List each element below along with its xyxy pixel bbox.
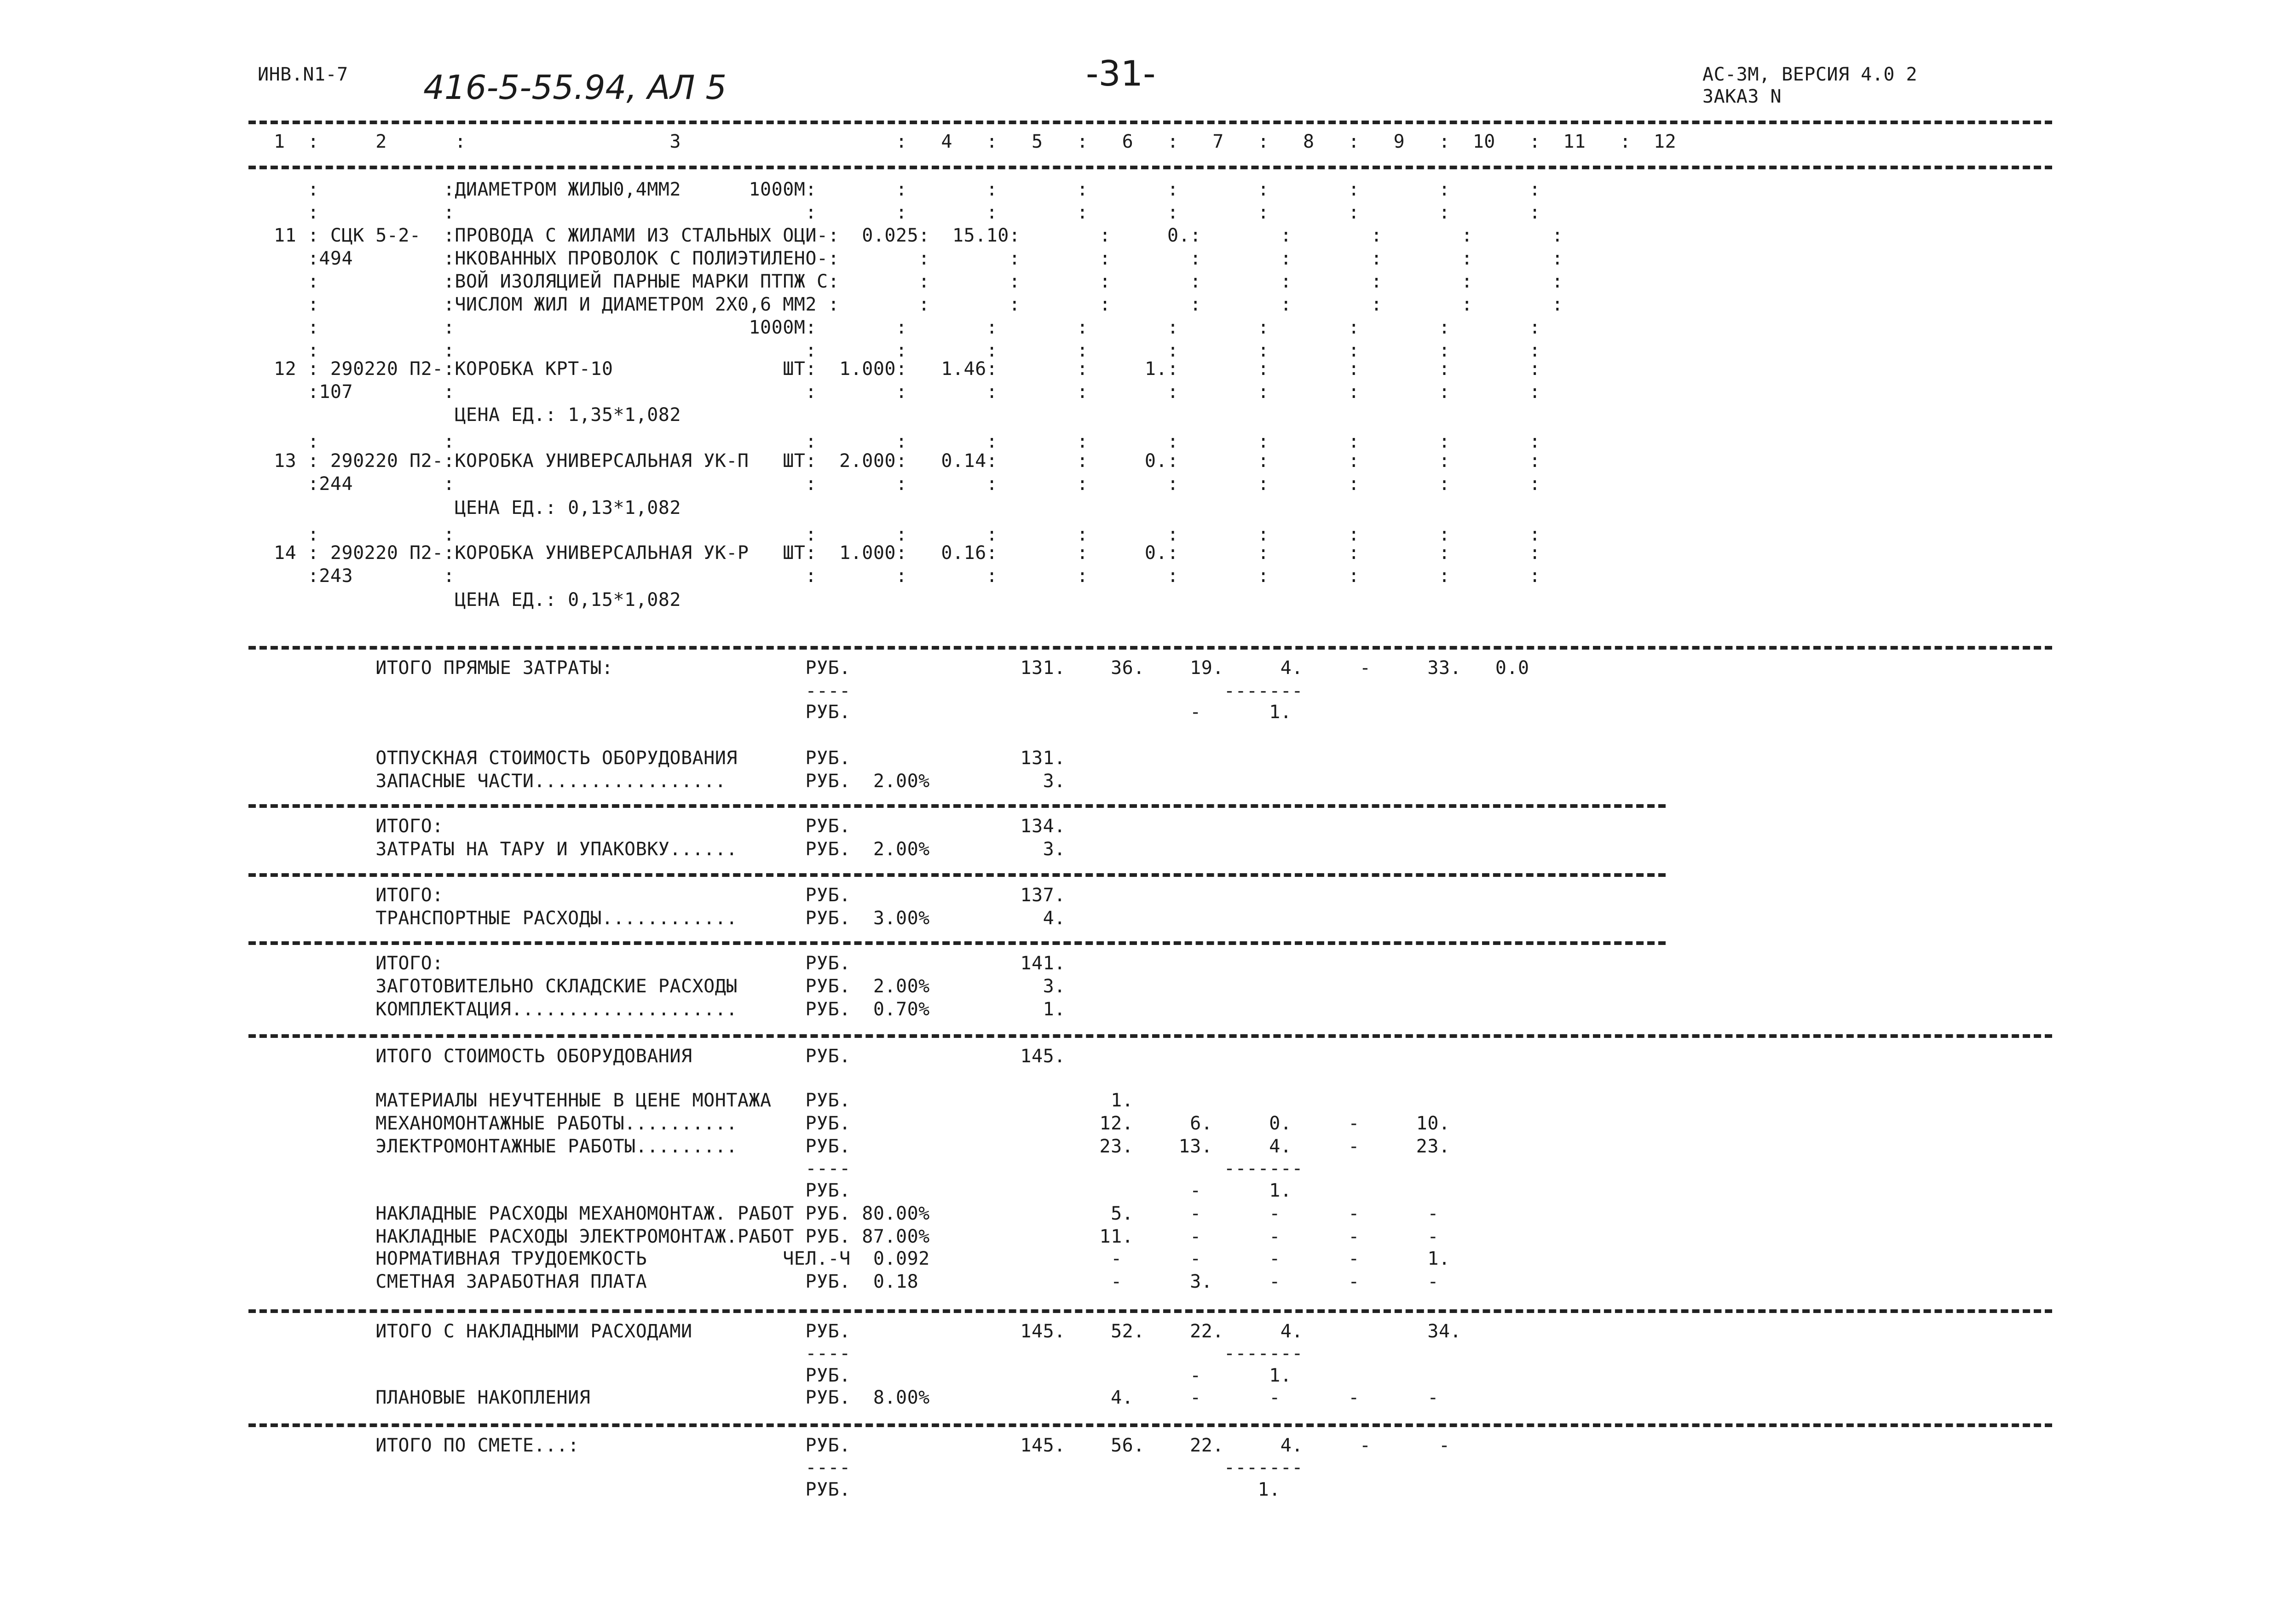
summary-line: ---- ------- (274, 1457, 1303, 1478)
summary-line: ---- ------- (274, 1343, 1303, 1364)
table-line: :494 :НКОВАННЫХ ПРОВОЛОК С ПОЛИЭТИЛЕНО-: : : : : : : : : (274, 248, 1563, 269)
summary-line: ТРАНСПОРТНЫЕ РАСХОДЫ............ РУБ. 3.00% 4. (274, 908, 1066, 929)
summary-line: ИТОГО ПО СМЕТЕ...: РУБ. 145. 56. 22. 4. - - (274, 1435, 1450, 1456)
program-version: АС-3М, ВЕРСИЯ 4.0 2 (1702, 64, 1918, 85)
handwritten-document-code: 416-5-55.94, АЛ 5 (423, 68, 727, 107)
table-line: : : : : : : : : : : : (274, 202, 1541, 223)
table-line: ЦЕНА ЕД.: 1,35*1,082 (274, 404, 681, 426)
summary-line: НАКЛАДНЫЕ РАСХОДЫ ЭЛЕКТРОМОНТАЖ.РАБОТ РУБ. 87.00% 11. - - - - (274, 1226, 1439, 1247)
summary-line: ПЛАНОВЫЕ НАКОПЛЕНИЯ РУБ. 8.00% 4. - - - - (274, 1387, 1439, 1408)
table-line: : : 1000М: : : : : : : : : (274, 317, 1541, 338)
summary-line: ЗАГОТОВИТЕЛЬНО СКЛАДСКИЕ РАСХОДЫ РУБ. 2.00% 3. (274, 976, 1066, 997)
summary-line: СМЕТНАЯ ЗАРАБОТНАЯ ПЛАТА РУБ. 0.18 - 3. - - - (274, 1271, 1439, 1292)
summary-line: РУБ. - 1. (274, 1365, 1292, 1386)
summary-line: ИТОГО С НАКЛАДНЫМИ РАСХОДАМИ РУБ. 145. 52. 22. 4. 34. (274, 1321, 1462, 1342)
table-line: ЦЕНА ЕД.: 0,15*1,082 (274, 589, 681, 610)
summary-line: РУБ. - 1. (274, 1180, 1292, 1201)
table-line: :107 : : : : : : : : : : (274, 381, 1541, 403)
table-line: : :ЧИСЛОМ ЖИЛ И ДИАМЕТРОМ 2Х0,6 ММ2 : : : : : : : : : (274, 294, 1563, 315)
summary-rule (248, 646, 2052, 650)
inventory-number: ИНВ.N1-7 (258, 64, 348, 85)
summary-rule (248, 1034, 2052, 1038)
summary-line: ИТОГО: РУБ. 141. (274, 953, 1066, 974)
table-line: 12 : 290220 П2-:КОРОБКА КРТ-10 ШТ: 1.000: 1.46: : 1.: : : : : (274, 358, 1541, 380)
summary-rule (248, 804, 1666, 808)
summary-line: МЕХАНОМОНТАЖНЫЕ РАБОТЫ.......... РУБ. 12. 6. 0. - 10. (274, 1113, 1450, 1134)
summary-rule (248, 1423, 2052, 1427)
summary-line: ---- ------- (274, 1158, 1303, 1179)
table-line: : : : : : : : : : : : (274, 340, 1541, 361)
summary-rule (248, 873, 1666, 877)
summary-line: ИТОГО: РУБ. 137. (274, 885, 1066, 906)
table-line: : : : : : : : : : : : (274, 431, 1541, 452)
table-line: : :ВОЙ ИЗОЛЯЦИЕЙ ПАРНЫЕ МАРКИ ПТПЖ С: : : : : : : : : (274, 271, 1563, 292)
table-line: :244 : : : : : : : : : : (274, 473, 1541, 495)
summary-line: ---- ------- (274, 680, 1303, 702)
header-top-rule (248, 121, 2052, 124)
summary-line: ОТПУСКНАЯ СТОИМОСТЬ ОБОРУДОВАНИЯ РУБ. 131. (274, 748, 1066, 769)
summary-line: ЗАПАСНЫЕ ЧАСТИ................. РУБ. 2.00% 3. (274, 771, 1066, 792)
summary-line: МАТЕРИАЛЫ НЕУЧТЕННЫЕ В ЦЕНЕ МОНТАЖА РУБ. 1. (274, 1090, 1134, 1111)
table-line: 14 : 290220 П2-:КОРОБКА УНИВЕРСАЛЬНАЯ УК-Р ШТ: 1.000: 0.16: : 0.: : : : : (274, 542, 1541, 564)
header-bottom-rule (248, 166, 2052, 169)
table-line: 11 : СЦК 5-2- :ПРОВОДА С ЖИЛАМИ ИЗ СТАЛЬНЫХ ОЦИ-: 0.025: 15.10: : 0.: : : : : (274, 225, 1563, 246)
table-line: : : : : : : : : : : : (274, 524, 1541, 545)
table-line: :243 : : : : : : : : : : (274, 565, 1541, 587)
page-number: -31- (1086, 53, 1156, 94)
table-line: 13 : 290220 П2-:КОРОБКА УНИВЕРСАЛЬНАЯ УК-П ШТ: 2.000: 0.14: : 0.: : : : : (274, 450, 1541, 472)
table-line: ЦЕНА ЕД.: 0,13*1,082 (274, 497, 681, 518)
summary-line: НОРМАТИВНАЯ ТРУДОЕМКОСТЬ ЧЕЛ.-Ч 0.092 - - - - 1. (274, 1248, 1450, 1269)
table-line: : :ДИАМЕТРОМ ЖИЛЫ0,4ММ2 1000М: : : : : : : : : (274, 179, 1541, 200)
summary-rule (248, 941, 1666, 945)
summary-rule (248, 1309, 2052, 1313)
summary-line: НАКЛАДНЫЕ РАСХОДЫ МЕХАНОМОНТАЖ. РАБОТ РУБ. 80.00% 5. - - - - (274, 1203, 1439, 1224)
summary-line: ЭЛЕКТРОМОНТАЖНЫЕ РАБОТЫ......... РУБ. 23. 13. 4. - 23. (274, 1136, 1450, 1157)
summary-line: КОМПЛЕКТАЦИЯ.................... РУБ. 0.70% 1. (274, 999, 1066, 1020)
summary-line: ИТОГО: РУБ. 134. (274, 816, 1066, 837)
summary-line: ИТОГО ПРЯМЫЕ ЗАТРАТЫ: РУБ. 131. 36. 19. 4. - 33. 0.0 (274, 657, 1529, 679)
summary-line: РУБ. - 1. (274, 702, 1292, 723)
order-label: ЗАКАЗ N (1702, 86, 1782, 107)
summary-line: РУБ. 1. (274, 1479, 1281, 1500)
column-number-row: 1 : 2 : 3 : 4 : 5 : 6 : 7 : 8 : 9 : 10 : 11 : 12 (274, 131, 1677, 152)
summary-line: ЗАТРАТЫ НА ТАРУ И УПАКОВКУ...... РУБ. 2.00% 3. (274, 839, 1066, 860)
summary-line: ИТОГО СТОИМОСТЬ ОБОРУДОВАНИЯ РУБ. 145. (274, 1046, 1066, 1067)
